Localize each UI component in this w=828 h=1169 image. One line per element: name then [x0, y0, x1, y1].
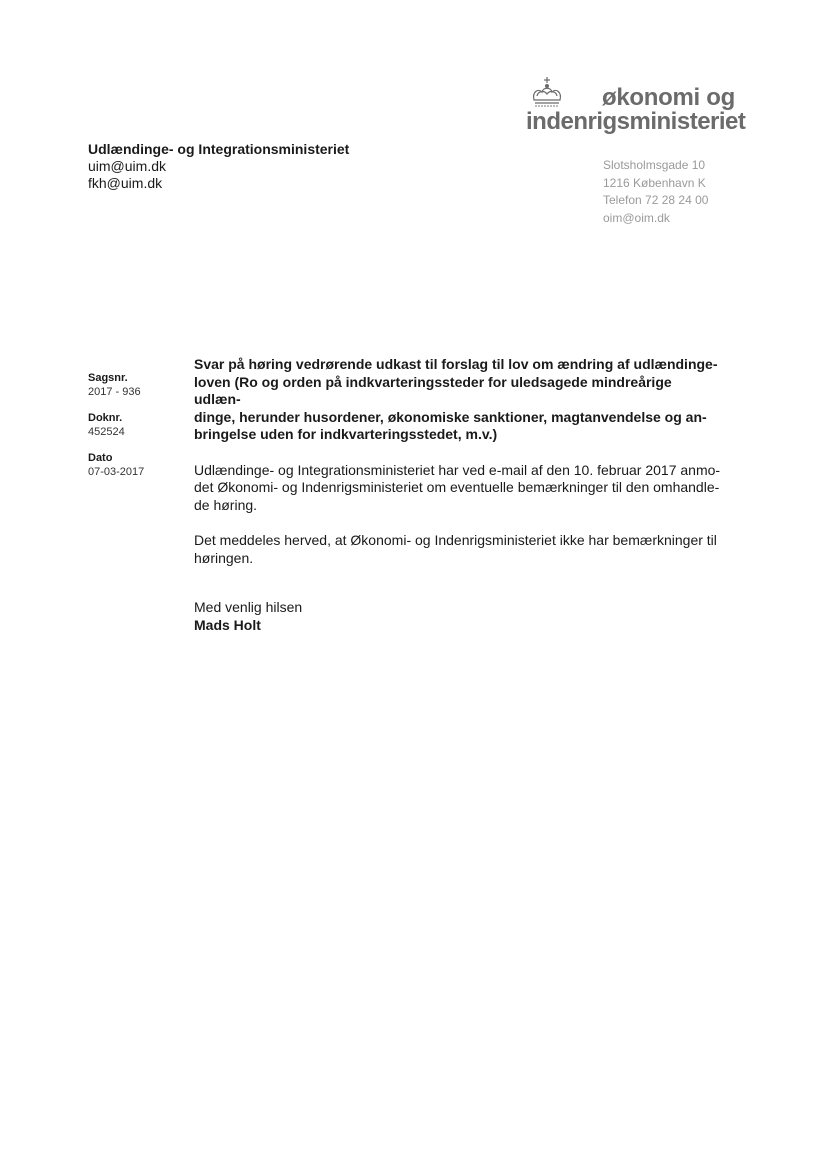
document-number-value: 452524 — [88, 426, 125, 438]
sender-phone: Telefon 72 28 24 00 — [603, 193, 709, 207]
subject-line: dinge, herunder husordener, økonomiske sanktioner, magtanvendelse og an- — [194, 408, 707, 425]
sender-email: oim@oim.dk — [603, 210, 670, 225]
logo-text-line2: indenrigsministeriet — [526, 108, 746, 135]
logo-text-line1: økonomi og — [602, 84, 735, 111]
document-number-label: Doknr. — [88, 412, 123, 424]
case-number-label: Sagsnr. — [88, 372, 128, 384]
recipient-email: uim@uim.dk — [88, 158, 167, 174]
subject-heading — [194, 356, 722, 444]
recipient-name: Udlændinge- og Integrationsministeriet — [88, 141, 350, 157]
case-meta — [88, 371, 144, 491]
paragraph-line: Det meddeles herved, at Økonomi- og Indenrigsministeriet ikke har bemærkninger til — [194, 532, 717, 548]
date-label: Dato — [88, 452, 113, 464]
sender-address — [603, 157, 708, 227]
closing-block — [194, 599, 722, 634]
recipient-email: fkh@uim.dk — [88, 175, 163, 191]
paragraph-line: de høring. — [194, 496, 258, 513]
paragraph-line: det Økonomi- og Indenrigsministeriet om eventuelle bemærkninger til den omhandle- — [194, 479, 720, 495]
body-paragraph — [194, 462, 722, 515]
ministry-logo — [524, 74, 746, 136]
subject-line: Svar på høring vedrørende udkast til forslag til lov om ændring af udlændinge- — [194, 356, 718, 372]
sender-city: 1216 København K — [603, 175, 706, 190]
signer-name: Mads Holt — [194, 616, 261, 633]
subject-line: loven (Ro og orden på indkvarteringssteder for uledsagede mindreårige udlæn- — [194, 373, 672, 407]
closing-greeting: Med venlig hilsen — [194, 599, 303, 615]
subject-line: bringelse uden for indkvarteringsstedet, m.v.) — [194, 426, 498, 442]
letter-body — [194, 356, 722, 634]
sender-street: Slotsholmsgade 10 — [603, 158, 706, 172]
case-number-value: 2017 - 936 — [88, 386, 141, 398]
paragraph-line: Udlændinge- og Integrationsministeriet har ved e-mail af den 10. februar 2017 anmo- — [194, 461, 721, 478]
date-value: 07-03-2017 — [88, 466, 145, 478]
paragraph-line: høringen. — [194, 549, 254, 566]
recipient-block — [88, 141, 349, 192]
body-paragraph — [194, 532, 722, 567]
crown-icon — [528, 76, 566, 108]
